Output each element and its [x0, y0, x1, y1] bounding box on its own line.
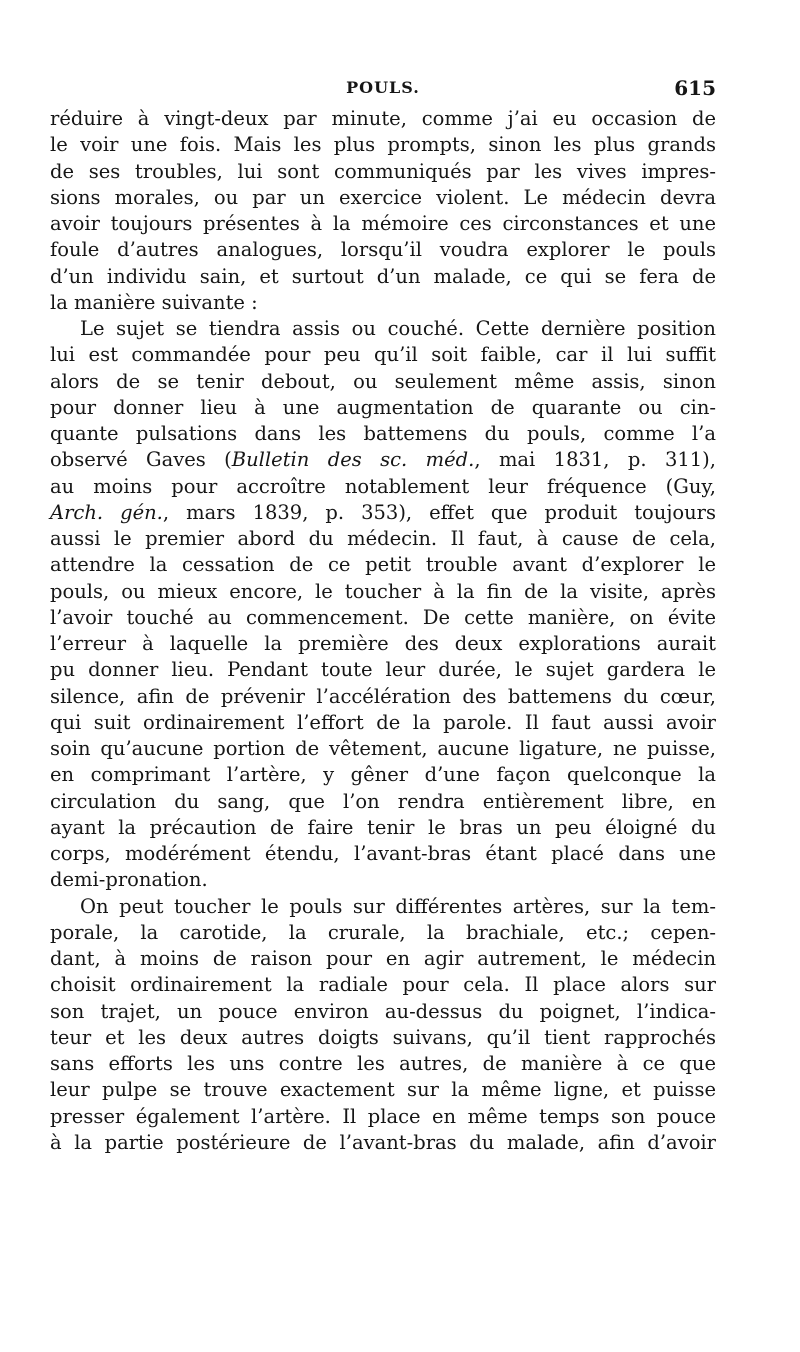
text-line [50, 579, 716, 605]
text-line [50, 657, 716, 683]
text-fragment: teur et les deux autres doigts suivans, qu’il tient rapprochés [50, 1025, 716, 1049]
text-fragment: en comprimant l’artère, y gêner d’une façon quelconque la [50, 763, 716, 787]
text-fragment: circulation du sang, que l’on rendra entièrement libre, en [50, 789, 716, 813]
text-line [50, 631, 716, 657]
text-fragment: dant, à moins de raison pour en agir autrement, le médecin [50, 947, 716, 970]
text-fragment: , mars 1839, p. 353), effet que produit toujours [162, 500, 716, 524]
text-fragment: le voir une fois. Mais les plus prompts, sinon les plus grands [50, 133, 716, 157]
text-line [50, 106, 716, 132]
body-text [50, 106, 716, 1156]
text-fragment: avoir toujours présentes à la mémoire ces circonstances et une [50, 212, 716, 235]
text-fragment: ayant la précaution de faire tenir le bras un peu éloigné du [50, 815, 716, 839]
text-line [50, 605, 716, 631]
text-line [50, 159, 716, 185]
paragraph [50, 894, 716, 1157]
text-line [50, 999, 716, 1025]
text-fragment: aussi le premier abord du médecin. Il faut, à cause de cela, [50, 527, 716, 550]
text-line [50, 867, 716, 893]
text-line [50, 421, 716, 447]
text-fragment: , mai 1831, p. 311), [474, 448, 716, 472]
text-line [50, 185, 716, 211]
text-line [50, 526, 716, 552]
text-line [50, 1025, 716, 1051]
text-fragment: soin qu’aucune portion de vêtement, aucune ligature, ne puisse, [50, 737, 716, 760]
text-line [50, 264, 716, 290]
text-fragment: alors de se tenir debout, ou seulement même assis, sinon [50, 369, 716, 393]
text-line [50, 211, 716, 237]
text-fragment: observé Gaves ( [50, 448, 232, 472]
text-line [50, 894, 716, 920]
text-fragment: foule d’autres analogues, lorsqu’il voudra explorer le pouls [50, 238, 716, 262]
text-line [50, 395, 716, 421]
text-line [50, 920, 716, 946]
text-fragment: attendre la cessation de ce petit trouble avant d’explorer le [50, 553, 716, 577]
text-line [50, 972, 716, 998]
running-head [50, 74, 716, 102]
text-line [50, 1051, 716, 1077]
text-fragment: à la partie postérieure de l’avant-bras du malade, afin d’avoir [50, 1130, 716, 1154]
text-line [50, 316, 716, 342]
text-fragment: Le sujet se tiendra assis ou couché. Cette dernière position [80, 317, 716, 340]
text-line [50, 841, 716, 867]
text-fragment: l’avoir touché au commencement. De cette manière, on évite [50, 605, 716, 629]
text-line [50, 552, 716, 578]
text-line [50, 342, 716, 368]
text-fragment: corps, modérément étendu, l’avant-bras étant placé dans une [50, 842, 716, 865]
text-fragment: réduire à vingt-deux par minute, comme j’ai eu occasion de [50, 107, 716, 130]
citation-title: Arch. gén. [50, 500, 163, 524]
text-fragment: quante pulsations dans les battemens du pouls, comme l’a [50, 422, 716, 445]
text-line [50, 1077, 716, 1103]
text-line [50, 132, 716, 158]
text-line [50, 447, 716, 473]
text-fragment: de ses troubles, lui sont communiqués par les vives impres- [50, 159, 716, 183]
text-line [50, 762, 716, 788]
text-line [50, 474, 716, 500]
text-fragment: pour donner lieu à une augmentation de quarante ou cin- [50, 395, 716, 419]
text-line [50, 369, 716, 395]
text-line [50, 1130, 716, 1156]
text-line [50, 710, 716, 736]
text-fragment: leur pulpe se trouve exactement sur la même ligne, et puisse [50, 1078, 716, 1102]
text-fragment: silence, afin de prévenir l’accélération des battemens du cœur, [50, 684, 716, 708]
text-fragment: au moins pour accroître notablement leur fréquence (Guy, [50, 474, 716, 498]
text-fragment: sions morales, ou par un exercice violent. Le médecin devra [50, 185, 716, 209]
citation-title: Bulletin des sc. méd. [231, 448, 475, 472]
paragraph [50, 106, 716, 316]
running-title: POULS. [346, 78, 420, 97]
text-fragment: d’un individu sain, et surtout d’un malade, ce qui se fera de [50, 264, 716, 288]
text-line [50, 1104, 716, 1130]
text-fragment: porale, la carotide, la crurale, la brachiale, etc.; cepen- [50, 920, 716, 944]
text-fragment: pu donner lieu. Pendant toute leur durée, le sujet gardera le [50, 658, 716, 682]
text-fragment: son trajet, un pouce environ au-dessus du poignet, l’indica- [50, 999, 716, 1023]
text-line [50, 946, 716, 972]
text-fragment: demi-pronation. [50, 868, 208, 892]
text-line [50, 815, 716, 841]
text-line [50, 500, 716, 526]
text-fragment: pouls, ou mieux encore, le toucher à la fin de la visite, après [50, 579, 716, 603]
page-number: 615 [674, 76, 716, 100]
text-fragment: qui suit ordinairement l’effort de la parole. Il faut aussi avoir [50, 710, 716, 734]
text-fragment: lui est commandée pour peu qu’il soit faible, car il lui suffit [50, 343, 716, 367]
text-line [50, 789, 716, 815]
text-line [50, 237, 716, 263]
text-fragment: la manière suivante : [50, 290, 258, 314]
text-line [50, 736, 716, 762]
text-fragment: choisit ordinairement la radiale pour cela. Il place alors sur [50, 973, 716, 997]
text-fragment: l’erreur à laquelle la première des deux explorations aurait [50, 632, 716, 655]
text-fragment: sans efforts les uns contre les autres, de manière à ce que [50, 1052, 716, 1075]
text-line [50, 684, 716, 710]
paragraph [50, 316, 716, 894]
text-fragment: On peut toucher le pouls sur différentes artères, sur la tem- [80, 894, 716, 918]
text-fragment: presser également l’artère. Il place en même temps son pouce [50, 1104, 716, 1128]
text-line [50, 290, 716, 316]
